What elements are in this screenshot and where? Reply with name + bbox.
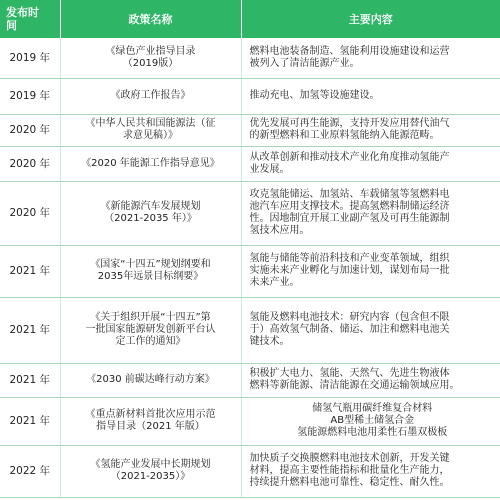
table-header bbox=[0, 0, 500, 38]
table-row bbox=[0, 363, 500, 397]
cell-year: 2020 年 bbox=[0, 114, 60, 146]
cell-content: 氢能及燃料电池技术：研究内容（包含但不限 于）高效氢气制备、储运、加注和燃料电池关 键技术。 bbox=[241, 297, 500, 363]
cell-policy: 《氢能产业发展中长期规划 （2021-2035）》 bbox=[60, 445, 241, 497]
cell-policy: 《中华人民共和国能源法（征 求意见稿）》 bbox=[60, 114, 241, 146]
cell-year: 2021 年 bbox=[0, 297, 60, 363]
cell-policy: 《重点新材料首批次应用示范 指导目录（2021 年版） bbox=[60, 397, 241, 445]
cell-policy: 《2020 年能源工作指导意见》 bbox=[60, 146, 241, 181]
header-release-time: 发布时 间 bbox=[0, 0, 60, 38]
cell-content: 推动充电、加氢等设施建设。 bbox=[241, 78, 500, 114]
cell-content: 攻克氢能储运、加氢站、车载储氢等氢燃料电 池汽车应用支撑技术。提高氢燃料制储运经济 性。因地制宜开展工业副产氢及可再生能源制 氢技术应用。 bbox=[241, 181, 500, 245]
cell-policy: 《政府工作报告》 bbox=[60, 78, 241, 114]
table-row bbox=[0, 445, 500, 497]
table-row bbox=[0, 245, 500, 297]
cell-year: 2022 年 bbox=[0, 445, 60, 497]
cell-content: 从改革创新和推动技术产业化角度推动氢能产 业发展。 bbox=[241, 146, 500, 181]
cell-year: 2019 年 bbox=[0, 78, 60, 114]
table-row bbox=[0, 38, 500, 78]
cell-policy: 《国家“十四五”规划纲要和 2035年远景目标纲要》 bbox=[60, 245, 241, 297]
cell-policy: 《绿色产业指导目录 （2019版） bbox=[60, 38, 241, 78]
header-main-content: 主要内容 bbox=[241, 0, 500, 38]
cell-year: 2020 年 bbox=[0, 181, 60, 245]
cell-year: 2021 年 bbox=[0, 245, 60, 297]
table-row bbox=[0, 78, 500, 114]
cell-policy: 《关于组织开展“十四五”第 一批国家能源研发创新平台认 定工作的通知》 bbox=[60, 297, 241, 363]
cell-year: 2021 年 bbox=[0, 397, 60, 445]
cell-year: 2021 年 bbox=[0, 363, 60, 397]
cell-year: 2020 年 bbox=[0, 146, 60, 181]
table-row bbox=[0, 146, 500, 181]
table-row bbox=[0, 297, 500, 363]
cell-content: 燃料电池装备制造、氢能利用设施建设和运营 被列入了清洁能源产业。 bbox=[241, 38, 500, 78]
table-body bbox=[0, 38, 500, 497]
cell-year: 2019 年 bbox=[0, 38, 60, 78]
cell-policy: 《新能源汽车发展规划 （2021-2035 年）》 bbox=[60, 181, 241, 245]
cell-policy: 《2030 前碳达峰行动方案》 bbox=[60, 363, 241, 397]
cell-content: 储氢气瓶用碳纤维复合材料 AB型稀土储氢合金 氢能源燃料电池用柔性石墨双极板 bbox=[241, 397, 500, 445]
cell-content: 加快质子交换膜燃料电池技术创新，开发关键 材料，提高主要性能指标和批量化生产能力， 持续提升燃料电池可靠性、稳定性、耐久性。 bbox=[241, 445, 500, 497]
cell-content: 积极扩大电力、氢能、天然气、先进生物液体 燃料等新能源、清洁能源在交通运输领域应用。 bbox=[241, 363, 500, 397]
table-row bbox=[0, 114, 500, 146]
cell-content: 氢能与储能等前沿科技和产业变革领域，组织 实施未来产业孵化与加速计划，谋划布局一批 未来产业。 bbox=[241, 245, 500, 297]
table-row bbox=[0, 397, 500, 445]
header-policy-name: 政策名称 bbox=[60, 0, 241, 38]
cell-content: 优先发展可再生能源，支持开发应用替代油气 的新型燃料和工业原料氢能纳入能源范畴。 bbox=[241, 114, 500, 146]
table-row bbox=[0, 181, 500, 245]
